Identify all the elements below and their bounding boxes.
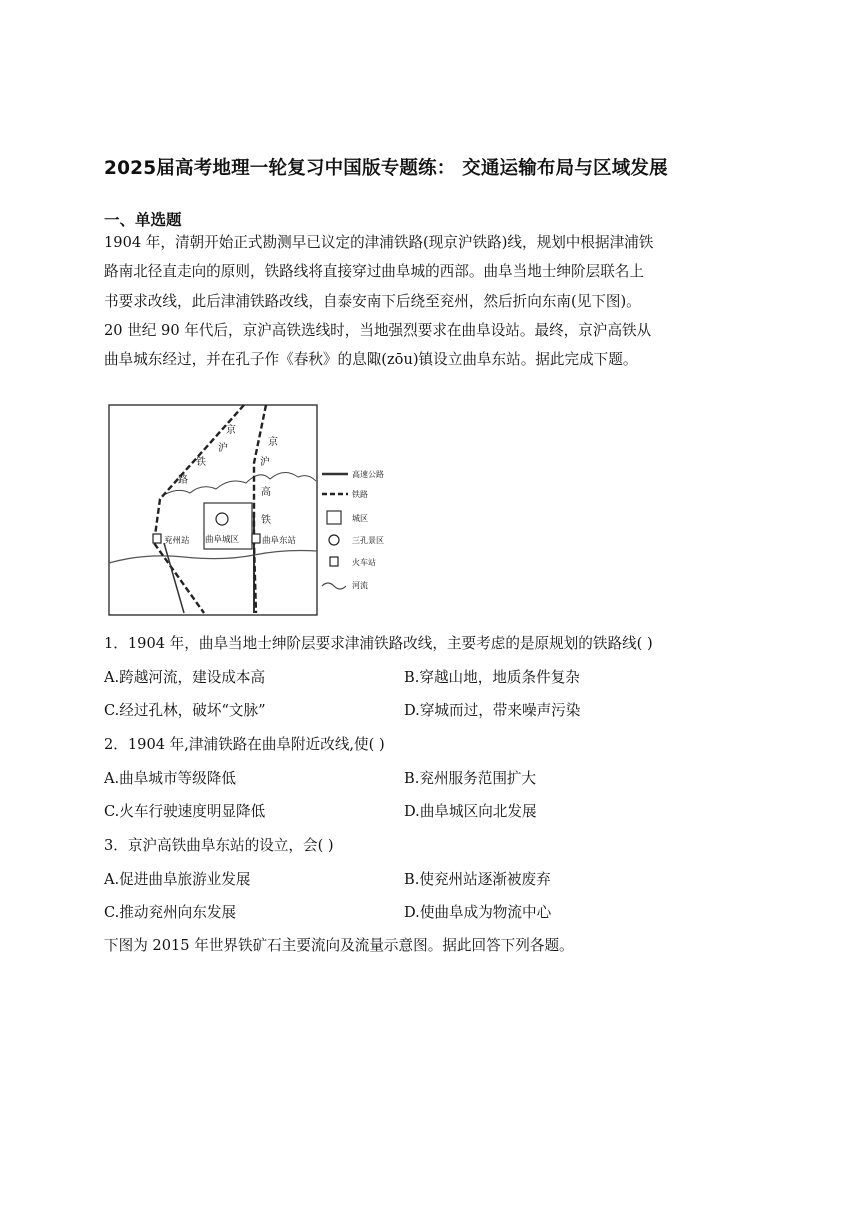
- qufu-east-station-icon: [252, 534, 260, 543]
- question-1-stem: 1．1904 年，曲阜当地士绅阶层要求津浦铁路改线，主要考虑的是原规划的铁路线( ): [104, 635, 653, 652]
- question-3-stem: 3．京沪高铁曲阜东站的设立，会( ): [104, 837, 334, 854]
- jinghu-railway-label: 路: [178, 475, 188, 486]
- train-station-legend-icon: [330, 557, 338, 566]
- scenic-area-legend-icon: [329, 535, 339, 545]
- qufu-east-station-label: 曲阜东站: [262, 536, 297, 546]
- yanzhou-station-label: 兖州站: [164, 536, 190, 546]
- road-line: [164, 543, 184, 613]
- passage-line: 路南北径直走向的原则，铁路线将直接穿过曲阜城的西部。曲阜当地士绅阶层联名上: [104, 263, 644, 281]
- passage: [104, 228, 764, 374]
- question-3-option-a[interactable]: A.促进曲阜旅游业发展: [104, 871, 251, 888]
- jinghu-hsr-label: 高: [261, 487, 271, 498]
- question-2-stem: 2．1904 年,津浦铁路在曲阜附近改线,使( ): [104, 736, 385, 753]
- question-1-option-a[interactable]: A.跨越河流，建设成本高: [104, 669, 266, 686]
- river-legend-icon: [322, 583, 346, 589]
- section-heading: 一、单选题: [104, 211, 182, 229]
- jinghu-railway-label: 铁: [196, 457, 206, 468]
- question-3-option-d[interactable]: D.使曲阜成为物流中心: [404, 904, 552, 921]
- jinghu-hsr-label: 铁: [261, 515, 271, 526]
- passage-line: 书要求改线，此后津浦铁路改线，自泰安南下后绕至兖州，然后折向东南(见下图)。: [104, 292, 641, 310]
- passage-line: 曲阜城东经过，并在孔子作《春秋》的息陬(zōu)镇设立曲阜东站。据此完成下题。: [104, 351, 638, 369]
- jinghu-hsr-label: 沪: [260, 457, 270, 468]
- question-1-option-d[interactable]: D.穿城而过，带来噪声污染: [404, 702, 581, 719]
- jinghu-hsr-line: [254, 405, 266, 613]
- question-3-option-c[interactable]: C.推动兖州向东发展: [104, 904, 237, 921]
- question-2-option-b[interactable]: B.兖州服务范围扩大: [404, 770, 537, 787]
- jinghu-hsr-label: 京: [268, 437, 278, 448]
- qufu-city-label: 曲阜城区: [205, 535, 240, 545]
- question-2-option-a[interactable]: A.曲阜城市等级降低: [104, 770, 236, 787]
- question-1-option-b[interactable]: B.穿越山地，地质条件复杂: [404, 669, 580, 686]
- legend-label: 河流: [352, 581, 368, 590]
- legend-label: 高速公路: [352, 470, 384, 479]
- legend-label: 火车站: [352, 558, 376, 567]
- legend-label: 铁路: [352, 490, 368, 499]
- question-1-option-c[interactable]: C.经过孔林，破坏“文脉”: [104, 702, 266, 719]
- jinghu-railway-label: 沪: [218, 443, 228, 454]
- question-2-option-d[interactable]: D.曲阜城区向北发展: [404, 803, 537, 820]
- question-2-option-c[interactable]: C.火车行驶速度明显降低: [104, 803, 266, 820]
- city-legend-icon: [327, 511, 341, 524]
- page-title: 2025届高考地理一轮复习中国版专题练： 交通运输布局与区域发展: [104, 158, 668, 179]
- jinghu-railway-label: 京: [226, 425, 236, 436]
- qufu-railway-map: [104, 403, 404, 617]
- passage-line: 20 世纪 90 年代后，京沪高铁选线时，当地强烈要求在曲阜设站。最终，京沪高铁从: [104, 321, 652, 339]
- question-3-option-b[interactable]: B.使兖州站逐渐被废弃: [404, 871, 551, 888]
- legend-label: 城区: [352, 514, 368, 523]
- yanzhou-station-icon: [153, 534, 161, 543]
- passage-line: 1904 年，清朝开始正式勘测早已议定的津浦铁路(现京沪铁路)线，规划中根据津浦铁: [104, 234, 654, 251]
- legend-label: 三孔景区: [352, 536, 384, 545]
- map-legend: [322, 469, 384, 590]
- next-passage-intro: 下图为 2015 年世界铁矿石主要流向及流量示意图。据此回答下列各题。: [104, 937, 574, 954]
- river-line: [109, 551, 317, 564]
